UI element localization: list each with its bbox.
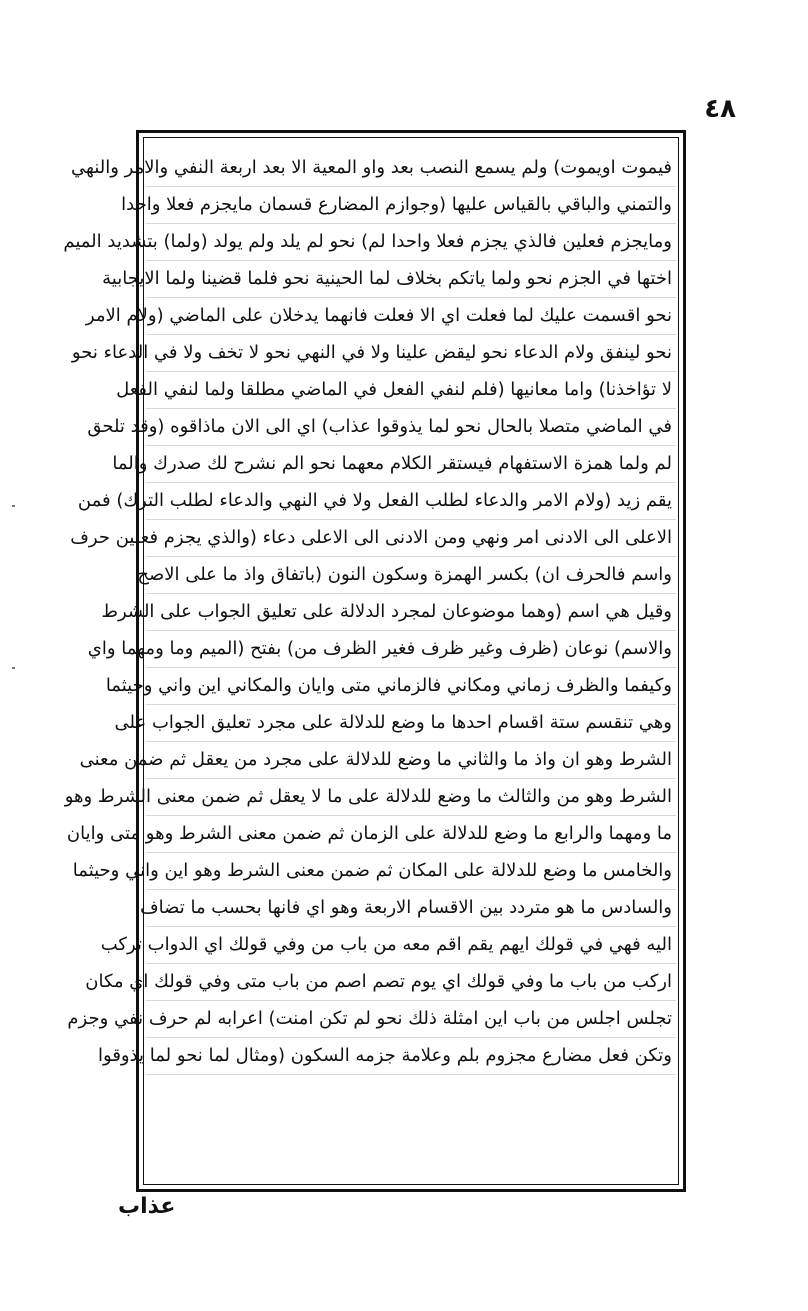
text-line: وتكن فعل مضارع مجزوم بلم وعلامة جزمه السكون (ومثال لما نحو لما يذوقوا <box>146 1038 676 1075</box>
text-line: وكيفما والظرف زماني ومكاني فالزماني متى وايان والمكاني اين واني وحيثما <box>146 668 676 705</box>
text-line: والتمني والباقي بالقياس عليها (وجوازم المضارع قسمان مايجزم فعلا واحدا <box>146 187 676 224</box>
text-line: واسم فالحرف ان) بكسر الهمزة وسكون النون (باتفاق واذ ما على الاصح <box>146 557 676 594</box>
text-line: والسادس ما هو متردد بين الاقسام الاربعة وهو اي فانها بحسب ما تضاف <box>146 890 676 927</box>
text-line: الشرط وهو ان واذ ما والثاني ما وضع للدلالة على مجرد من يعقل ثم ضمن معنى <box>146 742 676 779</box>
text-line: فيموت اويموت) ولم يسمع النصب بعد واو المعية الا بعد اربعة النفي والامر والنهي <box>146 150 676 187</box>
main-text-block <box>63 150 676 1075</box>
text-line: نحو لينفق ولام الدعاء نحو ليقض علينا ولا في النهي نحو لا تخف ولا في الدعاء نحو <box>146 335 676 372</box>
text-line: لا تؤاخذنا) واما معانيها (فلم لنفي الفعل في الماضي مطلقا ولما لنفي الفعل <box>146 372 676 409</box>
text-line: ما ومهما والرابع ما وضع للدلالة على الزمان ثم ضمن معنى الشرط وهو متى وايان <box>146 816 676 853</box>
text-line: اركب من باب ما وفي قولك اي يوم تصم اصم من باب متى وفي قولك اي مكان <box>146 964 676 1001</box>
text-line: وهي تنقسم ستة اقسام احدها ما وضع للدلالة على مجرد تعليق الجواب على <box>146 705 676 742</box>
catchword: عذاب <box>118 1194 176 1219</box>
text-line: والخامس ما وضع للدلالة على المكان ثم ضمن معنى الشرط وهو اين واني وحيثما <box>146 853 676 890</box>
scan-speck <box>12 667 15 669</box>
page-number: ٤٨ <box>704 94 736 124</box>
text-line: نحو اقسمت عليك لما فعلت اي الا فعلت فانهما يدخلان على الماضي (ولام الامر <box>146 298 676 335</box>
scan-speck <box>12 505 15 507</box>
text-line: اختها في الجزم نحو ولما ياتكم بخلاف لما الحينية نحو فلما قضينا ولما الايجابية <box>146 261 676 298</box>
text-line: يقم زيد (ولام الامر والدعاء لطلب الفعل ولا في النهي والدعاء لطلب الترك) فمن <box>146 483 676 520</box>
text-line: في الماضي متصلا بالحال نحو لما يذوقوا عذاب) اي الى الان ماذاقوه (وقد تلحق <box>146 409 676 446</box>
text-line: والاسم) نوعان (ظرف وغير ظرف فغير الظرف من) بفتح (الميم وما ومهما واي <box>146 631 676 668</box>
text-line: تجلس اجلس من باب اين امثلة ذلك نحو لم تكن امنت) اعرابه لم حرف نفي وجزم <box>146 1001 676 1038</box>
text-line: الشرط وهو من والثالث ما وضع للدلالة على ما لا يعقل ثم ضمن معنى الشرط وهو <box>146 779 676 816</box>
text-line: لم ولما همزة الاستفهام فيستقر الكلام معهما نحو الم نشرح لك صدرك والما <box>146 446 676 483</box>
text-line: ومايجزم فعلين فالذي يجزم فعلا واحدا لم) نحو لم يلد ولم يولد (ولما) بتشديد الميم <box>146 224 676 261</box>
text-line: اليه فهي في قولك ايهم يقم اقم معه من باب من وفي قولك اي الدواب تركب <box>146 927 676 964</box>
text-line: وقيل هي اسم (وهما موضوعان لمجرد الدلالة على تعليق الجواب على الشرط <box>146 594 676 631</box>
text-line: الاعلى الى الادنى امر ونهي ومن الادنى الى الاعلى دعاء (والذي يجزم فعلين حرف <box>146 520 676 557</box>
